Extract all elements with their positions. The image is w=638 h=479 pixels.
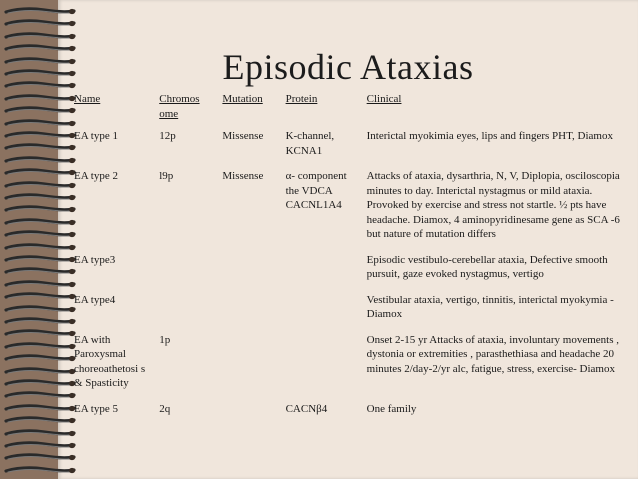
cell-mutation: Missense (222, 130, 264, 142)
spiral-ring-icon (4, 266, 78, 276)
cell-clinical: Vestibular ataxia, vertigo, tinnitis, interictal myokymia - Diamox (366, 293, 614, 320)
spiral-ring-icon (4, 415, 78, 425)
table-row (72, 129, 632, 169)
spiral-ring-icon (4, 440, 78, 450)
cell-mutation (220, 402, 283, 428)
spiral-ring-icon (4, 403, 78, 413)
cell-mutation (220, 253, 283, 293)
table-row (72, 293, 632, 333)
cell-mutation (220, 333, 283, 402)
cell-clinical: Episodic vestibulo-cerebellar ataxia, Defective smooth pursuit, gaze evoked nystagmus, vertigo (366, 253, 608, 280)
header-clinical: Clinical (366, 93, 402, 105)
spiral-ring-icon (4, 279, 78, 289)
table-row (72, 253, 632, 293)
cell-protein (284, 333, 365, 402)
cell-clinical: Attacks of ataxia, dysarthria, N, V, Diplopia, osciloscopia minutes to day. Interictal nystagmus or mild ataxia. Provoked by exercise and stress not startle. ½ pts have headache. Diamox, 4 aminopyridinesame gene as SCA -6 but nature of mutation differs (366, 170, 620, 240)
table-row (72, 169, 632, 253)
spiral-ring-icon (4, 452, 78, 462)
spiral-ring-icon (4, 378, 78, 388)
spiral-ring-icon (4, 167, 78, 177)
cell-name: EA with Paroxysmal choreoathetosi s & Spasticity (74, 333, 146, 389)
spiral-ring-icon (4, 130, 78, 140)
spiral-ring-icon (4, 192, 78, 202)
spiral-ring-icon (4, 204, 78, 214)
spiral-ring-icon (4, 18, 78, 28)
header-name: Name (74, 93, 101, 105)
cell-protein (284, 253, 365, 293)
cell-chromosome (157, 293, 220, 333)
spiral-ring-icon (4, 304, 78, 314)
spiral-ring-icon (4, 6, 78, 16)
spiral-ring-icon (4, 316, 78, 326)
cell-name: EA type3 (74, 253, 116, 266)
spiral-ring-icon (4, 291, 78, 301)
spiral-ring-icon (4, 105, 78, 115)
spiral-ring-icon (4, 93, 78, 103)
cell-clinical: Onset 2-15 yr Attacks of ataxia, involuntary movements , dystonia or extremities , parasthethiasa and headache 20 minutes 2/day-2/yr alc, fatigue, stress, exercise- Diamox (366, 333, 619, 375)
cell-chromosome: 12p (159, 130, 176, 142)
ataxia-table (72, 92, 632, 427)
cell-chromosome: 1p (159, 333, 171, 346)
spiral-ring-icon (4, 155, 78, 165)
spiral-ring-icon (4, 353, 78, 363)
spiral-ring-icon (4, 328, 78, 338)
spiral-ring-icon (4, 390, 78, 400)
spiral-ring-icon (4, 242, 78, 252)
cell-chromosome (157, 253, 220, 293)
cell-name: EA type 2 (74, 170, 118, 182)
header-mutation: Mutation (222, 93, 263, 105)
table-header-row (72, 92, 632, 129)
cell-mutation: Missense (222, 170, 264, 182)
header-chromosome: Chromos ome (159, 93, 200, 120)
cell-name: EA type 5 (74, 402, 118, 415)
header-protein: Protein (285, 93, 318, 105)
cell-protein: CACNβ4 (285, 402, 328, 415)
spiral-ring-icon (4, 366, 78, 376)
table-row (72, 402, 632, 428)
spiral-ring-icon (4, 217, 78, 227)
cell-chromosome: 2q (159, 402, 171, 415)
cell-chromosome: l9p (159, 170, 174, 182)
table-row (72, 333, 632, 402)
cell-clinical: Interictal myokimia eyes, lips and fingers PHT, Diamox (366, 130, 613, 142)
cell-protein: α- component the VDCA CACNL1A4 (285, 170, 347, 211)
spiral-ring-icon (4, 142, 78, 152)
spiral-ring-icon (4, 31, 78, 41)
spiral-ring-icon (4, 341, 78, 351)
slide-title: Episodic Ataxias (222, 47, 474, 87)
cell-mutation (220, 293, 283, 333)
cell-protein: K-channel, KCNA1 (285, 130, 335, 157)
spiral-ring-icon (4, 465, 78, 475)
spiral-ring-icon (4, 229, 78, 239)
cell-protein (284, 293, 365, 333)
spiral-ring-icon (4, 180, 78, 190)
spiral-ring-icon (4, 428, 78, 438)
spiral-ring-icon (4, 118, 78, 128)
cell-name: EA type4 (74, 293, 116, 306)
cell-clinical: One family (366, 402, 417, 415)
spiral-ring-icon (4, 254, 78, 264)
cell-name: EA type 1 (74, 130, 118, 142)
